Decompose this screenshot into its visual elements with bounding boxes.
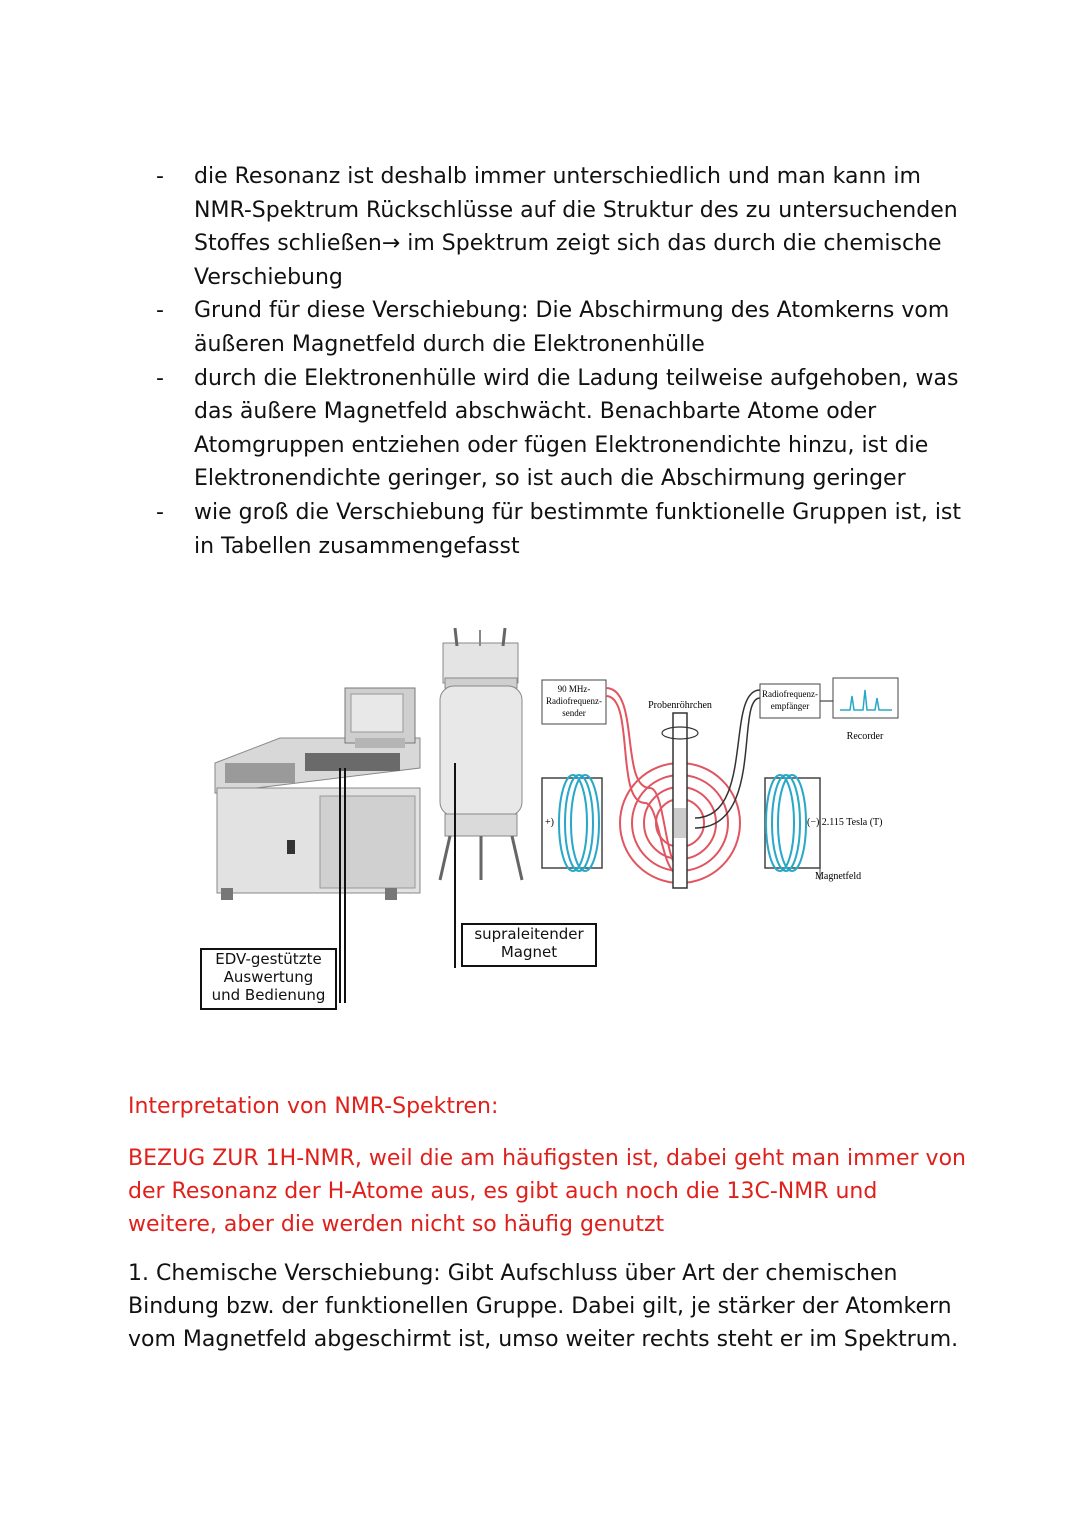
computer-callout-line: Auswertung (223, 968, 314, 986)
bullet-text: durch die Elektronenhülle wird die Ladung teilweise aufgehoben, was das äußere Magnetfeld abschwächt. Benachbarte Atome oder Atomgruppen entziehen oder fügen Elektronendichte hinzu, ist die Elektronendichte geringer, so ist auch die Abschirmung geringer (194, 365, 959, 492)
computer-console-illustration (215, 688, 420, 900)
bullet-item (150, 496, 970, 563)
sender-label-line: sender (562, 708, 586, 718)
bullet-marker: - (156, 298, 164, 324)
magnetfeld-label: Magnetfeld (815, 871, 862, 882)
bullet-text: Grund für diese Verschiebung: Die Abschirmung des Atomkerns vom äußeren Magnetfeld durch die Elektronenhülle (194, 298, 950, 357)
bullet-text: wie groß die Verschiebung für bestimmte funktionelle Gruppen ist, ist in Tabellen zusammengefasst (194, 499, 962, 559)
field-strength-label: (−) 2.115 Tesla (T) (807, 817, 883, 828)
magnet-callout-line: Magnet (500, 943, 558, 961)
magnet-illustration (440, 628, 522, 880)
bullet-text: die Resonanz ist deshalb immer unterschiedlich und man kann im NMR-Spektrum Rückschlüsse auf die Struktur des zu untersuchenden Stoffes schließen→ im Spektrum zeigt sich das durch die chemische Verschiebung (194, 164, 958, 290)
bullet-marker: - (156, 365, 164, 391)
plus-label: +) (545, 817, 554, 828)
sender-label-line: Radiofrequenz- (546, 696, 602, 706)
computer-callout-line: und Bedienung (211, 986, 326, 1004)
bullet-item (150, 294, 970, 361)
tube-label: Probenröhrchen (648, 700, 712, 711)
bullet-item (150, 160, 970, 294)
magnet-callout-line: supraleitender (474, 925, 584, 943)
bullet-marker: - (156, 164, 164, 189)
note-paragraph: BEZUG ZUR 1H-NMR, weil die am häufigsten ist, dabei geht man immer von der Resonanz der H-Atome aus, es gibt auch noch die 13C-NMR und weitere, aber die werden nicht so häufig genutzt (128, 1146, 966, 1237)
receiver-label-line: empfänger (770, 701, 810, 711)
sender-label-line: 90 MHz- (557, 684, 591, 694)
bullet-marker: - (156, 499, 164, 525)
recorder-label: Recorder (846, 731, 884, 742)
bullet-list (150, 160, 970, 563)
section-title: Interpretation von NMR-Spektren: (128, 1094, 499, 1119)
chemical-shift-paragraph: 1. Chemische Verschiebung: Gibt Aufschluss über Art der chemischen Bindung bzw. der funktionellen Gruppe. Dabei gilt, je stärker der Atomkern vom Magnetfeld abgeschirmt ist, umso weiter rechts steht er im Spektrum. (128, 1261, 959, 1352)
receiver-label-line: Radiofrequenz- (762, 689, 818, 699)
magnet-callout-box (461, 923, 597, 967)
computer-callout-box (200, 948, 337, 1010)
computer-callout-line: EDV-gestützte (215, 950, 322, 968)
nmr-spectrometer-figure (195, 618, 915, 1018)
bullet-item (150, 362, 970, 496)
